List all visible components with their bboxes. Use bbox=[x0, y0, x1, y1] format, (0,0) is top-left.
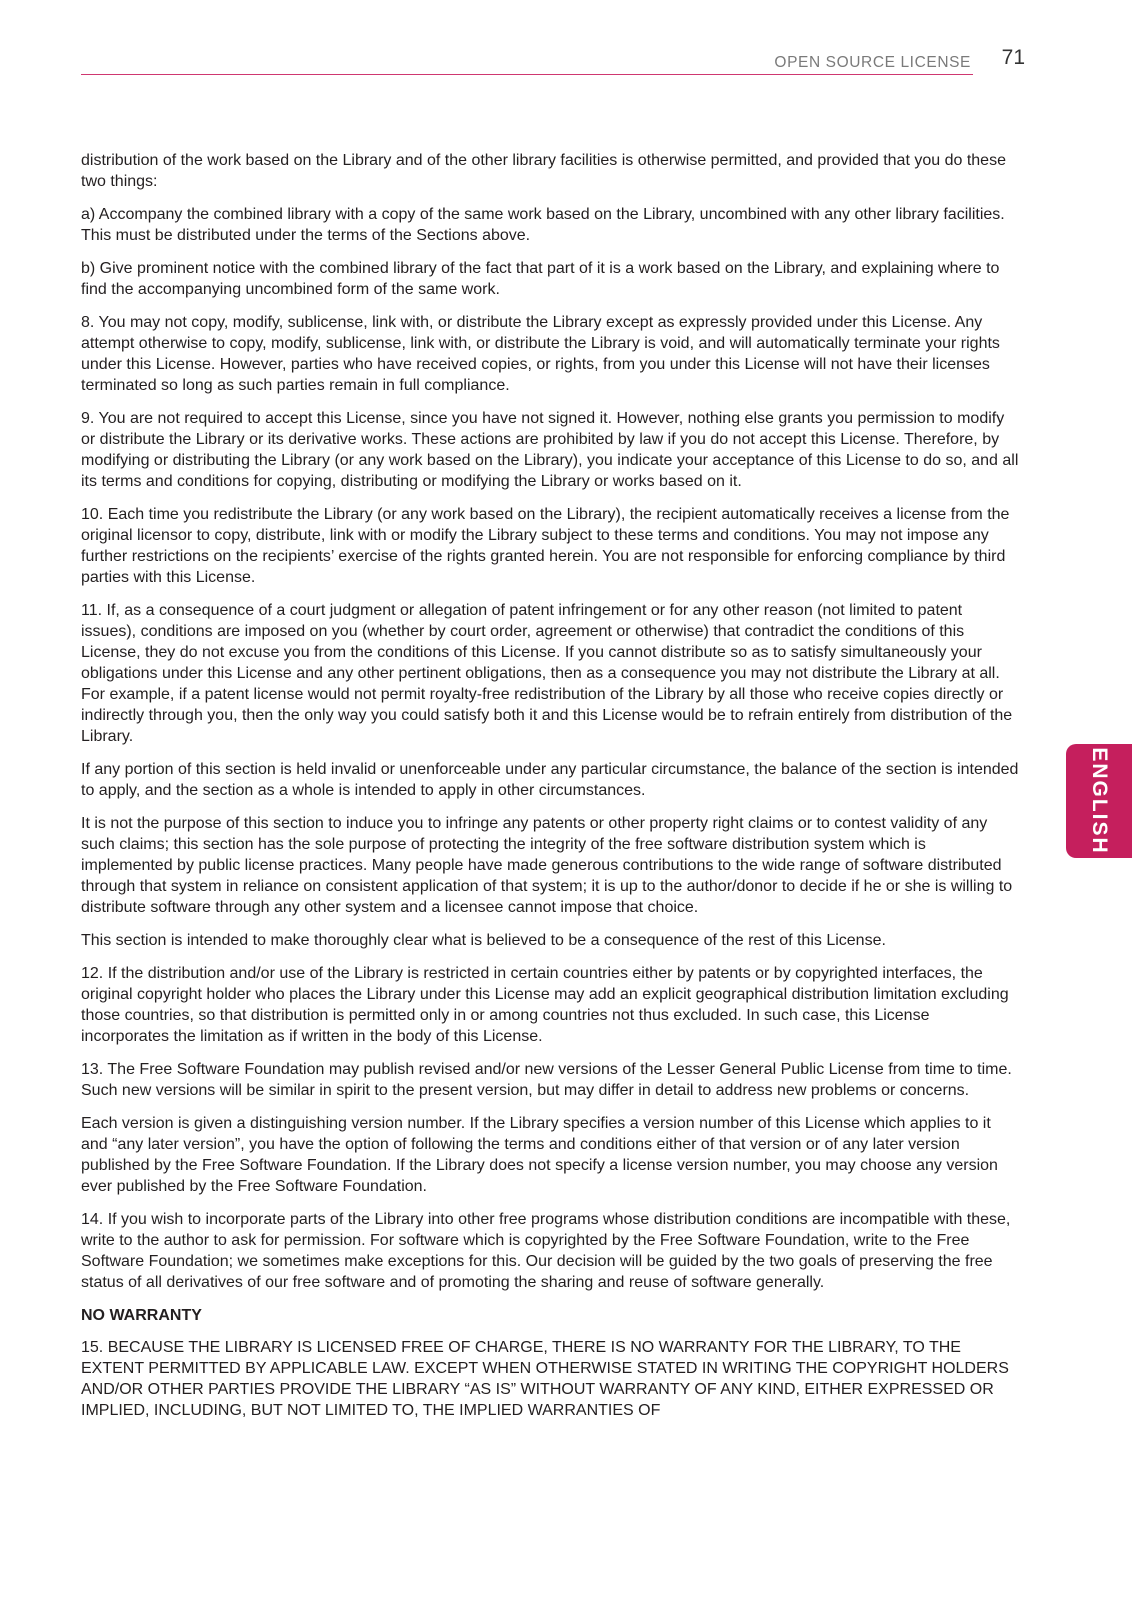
language-tab-label: ENGLISH bbox=[1088, 747, 1111, 855]
header-divider bbox=[81, 74, 973, 75]
paragraph: 13. The Free Software Foundation may publish revised and/or new versions of the Lesser General Public License from time to time. Such new versions will be similar in spirit to the present version, but may differ in detail to address new problems or concerns. bbox=[81, 1061, 1012, 1099]
no-warranty-heading: NO WARRANTY bbox=[81, 1307, 202, 1324]
license-body bbox=[81, 150, 1021, 1433]
paragraph: b) Give prominent notice with the combined library of the fact that part of it is a work based on the Library, and explaining where to find the accompanying uncombined form of the same work. bbox=[81, 260, 1000, 298]
paragraph: 9. You are not required to accept this License, since you have not signed it. However, nothing else grants you permission to modify or distribute the Library or its derivative works. These actions are prohibited by law if you do not accept this License. Therefore, by modifying or distributing the Library (or any work based on the Library), you indicate your acceptance of this License to do so, and all its terms and conditions for copying, distributing or modifying the Library or works based on it. bbox=[81, 410, 1019, 490]
paragraph: If any portion of this section is held invalid or unenforceable under any particular circumstance, the balance of the section is intended to apply, and the section as a whole is intended to apply in other circumstances. bbox=[81, 761, 1019, 799]
page-number: 71 bbox=[1001, 46, 1025, 69]
paragraph: distribution of the work based on the Library and of the other library facilities is otherwise permitted, and provided that you do these two things: bbox=[81, 152, 1006, 190]
paragraph: a) Accompany the combined library with a copy of the same work based on the Library, uncombined with any other library facilities. This must be distributed under the terms of the Sections above. bbox=[81, 206, 1005, 244]
paragraph: This section is intended to make thoroughly clear what is believed to be a consequence of the rest of this License. bbox=[81, 932, 886, 949]
paragraph: 8. You may not copy, modify, sublicense, link with, or distribute the Library except as expressly provided under this License. Any attempt otherwise to copy, modify, sublicense, link with, or distribute the Library is void, and will automatically terminate your rights under this License. However, parties who have received copies, or rights, from you under this License will not have their licenses terminated so long as such parties remain in full compliance. bbox=[81, 314, 1000, 394]
paragraph: 12. If the distribution and/or use of the Library is restricted in certain countries either by patents or by copyrighted interfaces, the original copyright holder who places the Library under this License may add an explicit geographical distribution limitation excluding those countries, so that distribution is permitted only in or among countries not thus excluded. In such case, this License incorporates the limitation as if written in the body of this License. bbox=[81, 965, 1009, 1045]
paragraph: 10. Each time you redistribute the Library (or any work based on the Library), the recipient automatically receives a license from the original licensor to copy, distribute, link with or modify the Library subject to these terms and conditions. You may not impose any further restrictions on the recipients’ exercise of the rights granted herein. You are not responsible for enforcing compliance by third parties with this License. bbox=[81, 506, 1010, 586]
warranty-paragraph: 15. BECAUSE THE LIBRARY IS LICENSED FREE OF CHARGE, THERE IS NO WARRANTY FOR THE LIBRARY, TO THE EXTENT PERMITTED BY APPLICABLE LAW. EXCEPT WHEN OTHERWISE STATED IN WRITING THE COPYRIGHT HOLDERS AND/OR OTHER PARTIES PROVIDE THE LIBRARY “AS IS” WITHOUT WARRANTY OF ANY KIND, EITHER EXPRESSED OR IMPLIED, INCLUDING, BUT NOT LIMITED TO, THE IMPLIED WARRANTIES OF bbox=[81, 1339, 1009, 1419]
section-title: OPEN SOURCE LICENSE bbox=[774, 54, 971, 71]
paragraph: 11. If, as a consequence of a court judgment or allegation of patent infringement or for any other reason (not limited to patent issues), conditions are imposed on you (whether by court order, agreement or otherwise) that contradict the conditions of this License, they do not excuse you from the conditions of this License. If you cannot distribute so as to satisfy simultaneously your obligations under this License and any other pertinent obligations, then as a consequence you may not distribute the Library at all. For example, if a patent license would not permit royalty-free redistribution of the Library by all those who receive copies directly or indirectly through you, then the only way you could satisfy both it and this License would be to refrain entirely from distribution of the Library. bbox=[81, 602, 1013, 745]
paragraph: 14. If you wish to incorporate parts of the Library into other free programs whose distribution conditions are incompatible with these, write to the author to ask for permission. For software which is copyrighted by the Free Software Foundation, write to the Free Software Foundation; we sometimes make exceptions for this. Our decision will be guided by the two goals of preserving the free status of all derivatives of our free software and of promoting the sharing and reuse of software generally. bbox=[81, 1211, 1011, 1291]
page-header bbox=[81, 46, 1025, 76]
language-tab bbox=[1066, 744, 1132, 858]
paragraph: Each version is given a distinguishing version number. If the Library specifies a version number of this License which applies to it and “any later version”, you have the option of following the terms and conditions either of that version or of any later version published by the Free Software Foundation. If the Library does not specify a license version number, you may choose any version ever published by the Free Software Foundation. bbox=[81, 1115, 998, 1195]
paragraph: It is not the purpose of this section to induce you to infringe any patents or other property right claims or to contest validity of any such claims; this section has the sole purpose of protecting the integrity of the free software distribution system which is implemented by public license practices. Many people have made generous contributions to the wide range of software distributed through that system in reliance on consistent application of that system; it is up to the author/donor to decide if he or she is willing to distribute software through any other system and a licensee cannot impose that choice. bbox=[81, 815, 1013, 916]
